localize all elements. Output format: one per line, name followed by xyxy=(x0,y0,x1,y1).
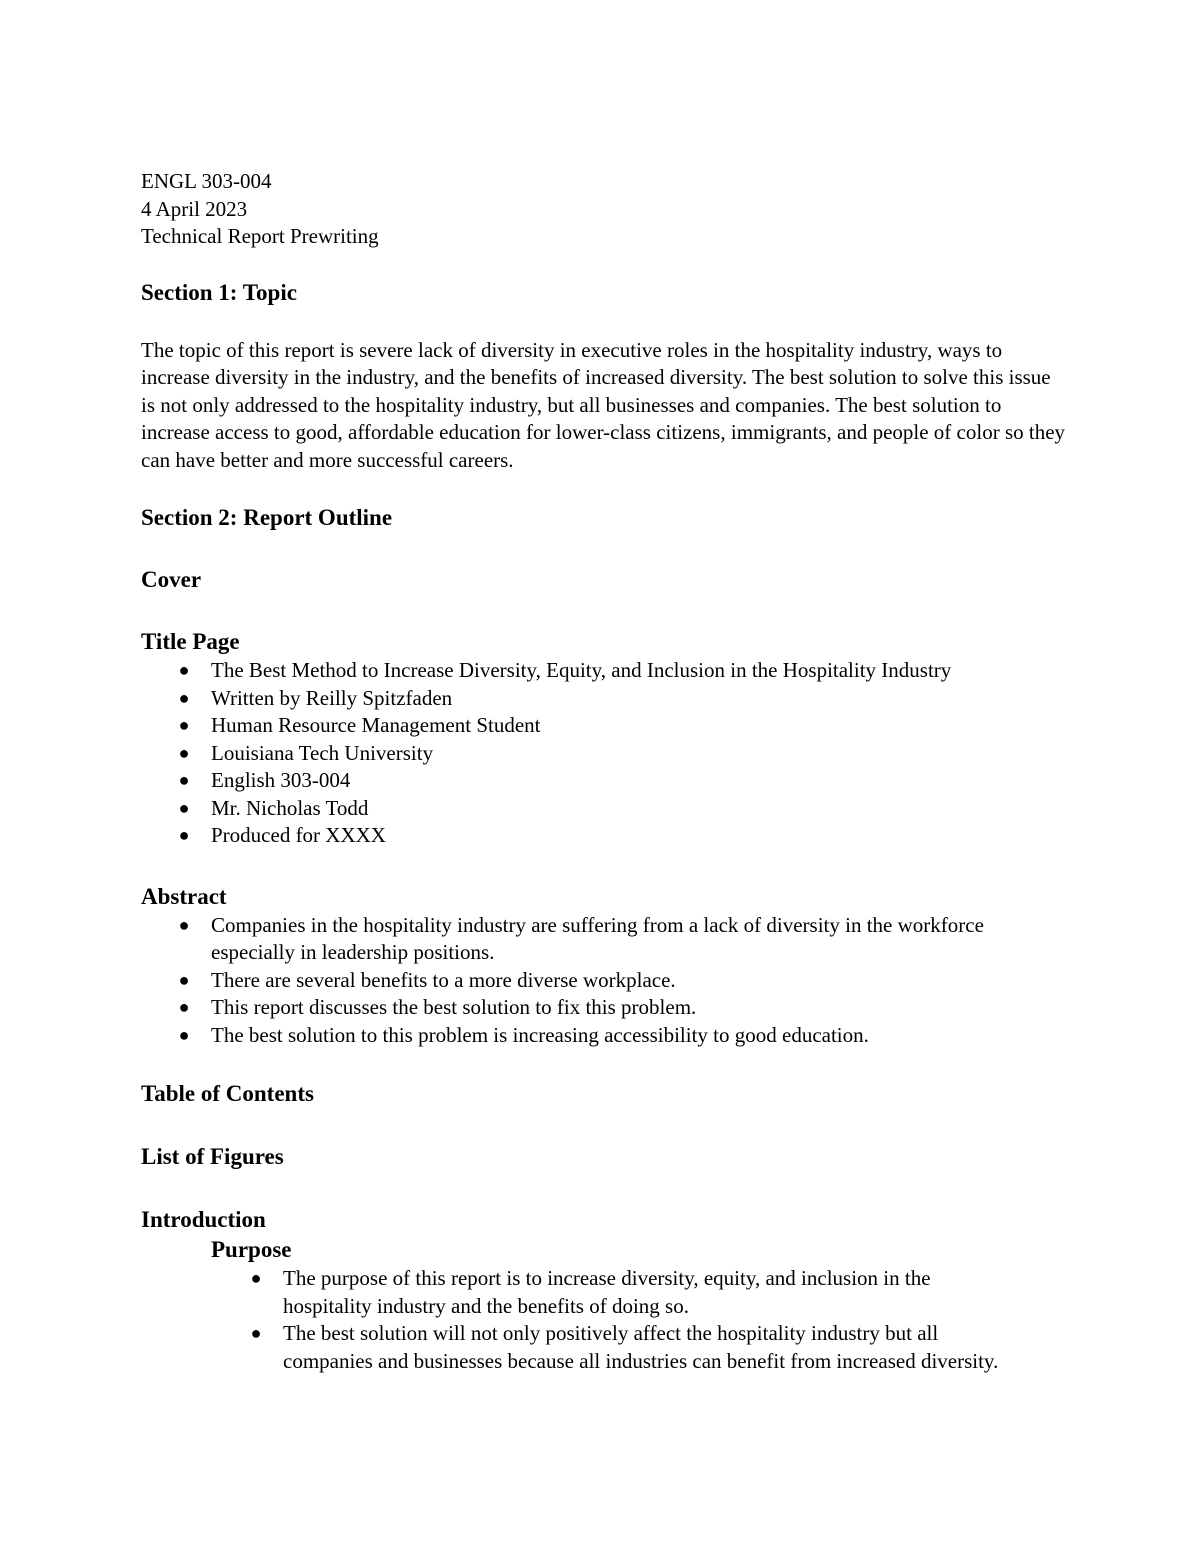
bullet-icon: ● xyxy=(250,1323,262,1343)
abstract-list xyxy=(141,912,1011,1050)
toc-heading: Table of Contents xyxy=(141,1081,314,1106)
bullet-icon: ● xyxy=(178,914,190,935)
list-item: ● Produced for XXXX xyxy=(211,822,1071,850)
bullet-icon: ● xyxy=(178,742,190,763)
bullet-icon: ● xyxy=(178,997,190,1017)
list-item: ● The Best Method to Increase Diversity, Equity, and Inclusion in the Hospitality Industry xyxy=(211,657,1071,685)
list-item: ● There are several benefits to a more diverse workplace. xyxy=(211,967,1011,995)
bullet-icon: ● xyxy=(178,687,190,708)
bullet-icon: ● xyxy=(250,1268,262,1288)
list-item: ● English 303-004 xyxy=(211,767,1071,795)
list-item: ● This report discusses the best solution to fix this problem. xyxy=(211,994,1011,1022)
section1-paragraph: The topic of this report is severe lack of diversity in executive roles in the hospitality industry, ways to increase diversity in the industry, and the benefits of increased diversity. The best solution to solve this issue is not only addressed to the hospitality industry, but all businesses and companies. The best solution to increase access to good, affordable education for lower-class citizens, immigrants, and people of color so they can have better and more successful careers. xyxy=(141,337,1066,472)
list-item: ● The purpose of this report is to increase diversity, equity, and inclusion in the hospitality industry and the benefits of doing so. xyxy=(283,1265,1023,1320)
assignment-line: Technical Report Prewriting xyxy=(141,224,379,248)
title-page-heading: Title Page xyxy=(141,629,240,654)
bullet-icon: ● xyxy=(178,770,190,790)
bullet-icon: ● xyxy=(178,825,190,845)
bullet-icon: ● xyxy=(178,1024,190,1045)
purpose-heading: Purpose xyxy=(211,1237,292,1262)
bullet-icon: ● xyxy=(178,969,190,990)
cover-heading: Cover xyxy=(141,567,202,592)
list-item: ● The best solution to this problem is increasing accessibility to good education. xyxy=(211,1022,1011,1050)
section2-heading: Section 2: Report Outline xyxy=(141,505,393,530)
list-item: ● Louisiana Tech University xyxy=(211,740,1071,768)
course-line: ENGL 303-004 xyxy=(141,169,272,193)
header-block xyxy=(141,168,1071,251)
list-item: ● The best solution will not only positively affect the hospitality industry but all companies and businesses because all industries can benefit from increased diversity. xyxy=(283,1320,1023,1375)
figures-heading: List of Figures xyxy=(141,1144,284,1169)
list-item: ● Mr. Nicholas Todd xyxy=(211,795,1071,823)
bullet-icon: ● xyxy=(178,660,190,680)
purpose-list xyxy=(141,1265,1023,1375)
introduction-heading: Introduction xyxy=(141,1207,266,1232)
list-item: ● Human Resource Management Student xyxy=(211,712,1071,740)
bullet-icon: ● xyxy=(178,715,190,735)
list-item: ● Companies in the hospitality industry are suffering from a lack of diversity in the workforce especially in leadership positions. xyxy=(211,912,1011,967)
abstract-heading: Abstract xyxy=(141,883,227,909)
document-page xyxy=(141,168,1071,1375)
section1-heading: Section 1: Topic xyxy=(141,279,297,305)
date-line: 4 April 2023 xyxy=(141,196,248,221)
bullet-icon: ● xyxy=(178,797,190,818)
title-page-list xyxy=(141,657,1071,850)
list-item: ● Written by Reilly Spitzfaden xyxy=(211,685,1071,713)
